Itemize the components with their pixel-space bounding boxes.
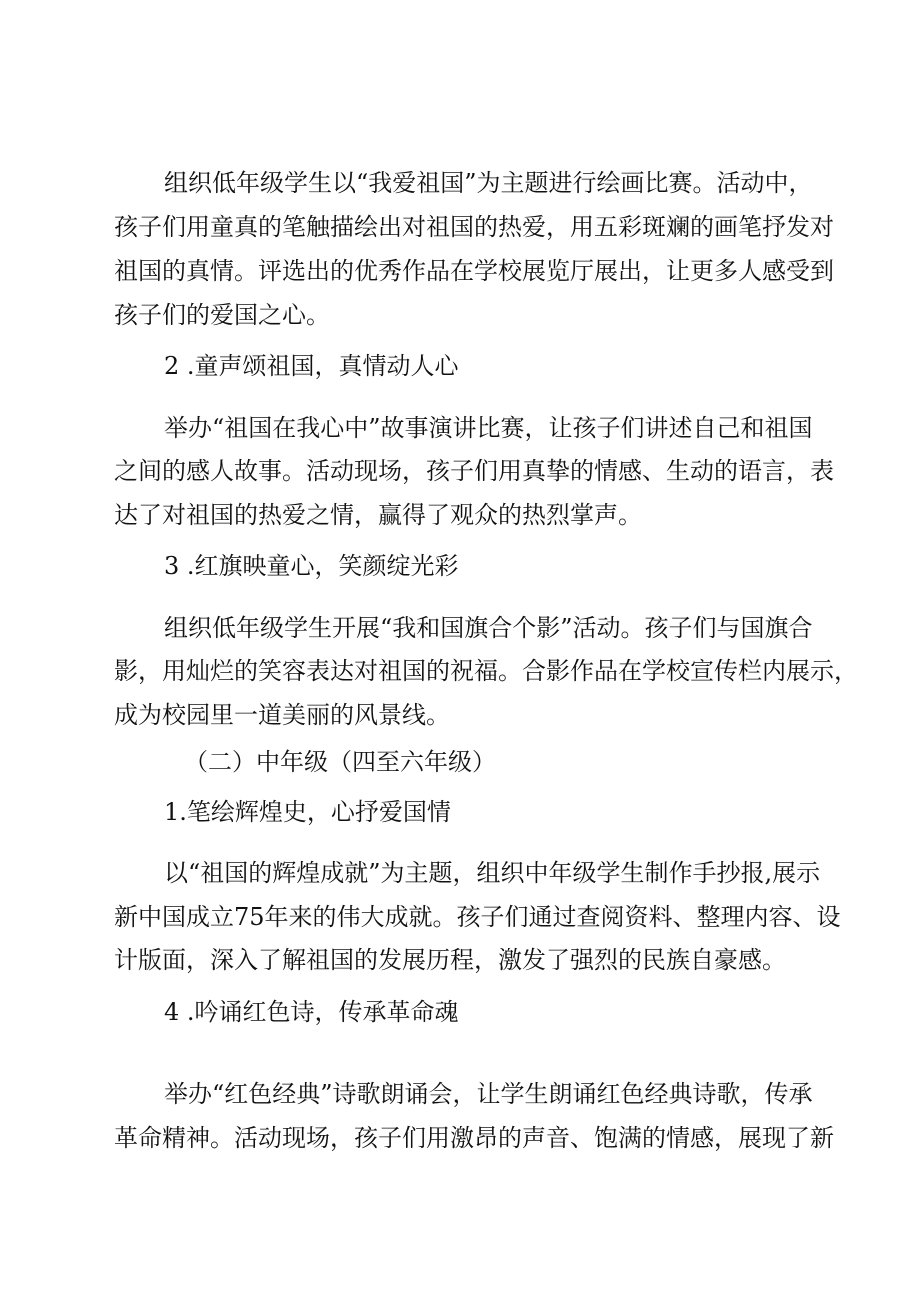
subheading-3: 3 .红旗映童心，笑颜绽光彩	[164, 552, 459, 580]
paragraph-line: 达了对祖国的热爱之情，赢得了观众的热烈掌声。	[114, 501, 642, 529]
paragraph-line: 举办“祖国在我心中”故事演讲比赛，让孩子们讲述自己和祖国	[164, 414, 813, 442]
paragraph-line: 组织低年级学生以“我爱祖国”为主题进行绘画比赛。活动中，	[164, 169, 813, 197]
paragraph-line: 以“祖国的辉煌成就”为主题，组织中年级学生制作手抄报,展示	[164, 859, 821, 887]
paragraph-line: 之间的感人故事。活动现场，孩子们用真挚的情感、生动的语言，表	[114, 457, 834, 485]
paragraph-line: 革命精神。活动现场，孩子们用激昂的声音、饱满的情感，展现了新	[114, 1124, 834, 1152]
paragraph-line: 成为校园里一道美丽的风景线。	[114, 701, 450, 729]
paragraph-line: 计版面，深入了解祖国的发展历程，激发了强烈的民族自豪感。	[114, 946, 786, 974]
paragraph-line: 举办“红色经典”诗歌朗诵会，让学生朗诵红色经典诗歌，传承	[164, 1080, 813, 1108]
paragraph-line: 孩子们的爱国之心。	[114, 301, 330, 329]
paragraph-line: 祖国的真情。评选出的优秀作品在学校展览厅展出，让更多人感受到	[114, 257, 834, 285]
subheading-2: 2 .童声颂祖国，真情动人心	[164, 352, 459, 380]
section-heading: （二）中年级（四至六年级）	[184, 748, 496, 776]
paragraph-line: 组织低年级学生开展“我和国旗合个影”活动。孩子们与国旗合	[164, 614, 813, 642]
paragraph-line: 影，用灿烂的笑容表达对祖国的祝福。合影作品在学校宣传栏内展示，	[114, 657, 858, 685]
paragraph-line: 新中国成立75年来的伟大成就。孩子们通过查阅资料、整理内容、设	[114, 903, 841, 931]
subheading-4: 4 .吟诵红色诗，传承革命魂	[164, 998, 459, 1026]
subheading-1: 1.笔绘辉煌史，心抒爱国情	[164, 798, 451, 826]
paragraph-line: 孩子们用童真的笔触描绘出对祖国的热爱，用五彩斑斓的画笔抒发对	[114, 213, 834, 241]
